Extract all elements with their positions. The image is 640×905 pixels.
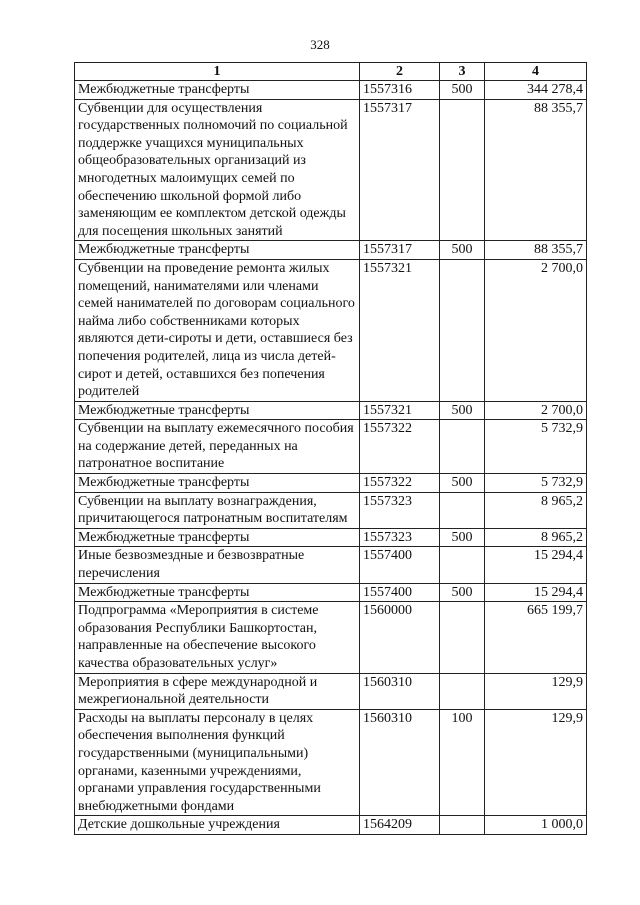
table-row: [75, 420, 587, 474]
row-code-cell: 1560000: [360, 602, 440, 673]
row-amount-cell: 2 700,0: [485, 259, 587, 401]
page-number: 328: [310, 37, 330, 52]
table-row: [75, 241, 587, 260]
row-name-cell: Субвенции на проведение ремонта жилых помещений, нанимателями или членами семей нанимателей по договорам социального найма либо собственниками которых являются дети-сироты и дети, оставшиеся без попечения родителей, лица из числа детей-сирот и детей, оставшихся без попечения родителей: [75, 259, 360, 401]
row-expense-type-cell: [440, 492, 485, 528]
row-amount-cell: 129,9: [485, 673, 587, 709]
row-amount-cell: 8 965,2: [485, 492, 587, 528]
table-row: [75, 673, 587, 709]
row-code-cell: 1557317: [360, 241, 440, 260]
header-row: [75, 63, 587, 81]
row-code-cell: 1557323: [360, 492, 440, 528]
row-amount-cell: 5 732,9: [485, 474, 587, 493]
row-name-cell: Иные безвозмездные и безвозвратные перечисления: [75, 547, 360, 583]
row-amount-cell: 665 199,7: [485, 602, 587, 673]
row-expense-type-cell: 500: [440, 583, 485, 602]
row-expense-type-cell: 100: [440, 709, 485, 816]
row-name-cell: Подпрограмма «Мероприятия в системе образования Республики Башкортостан, направленные на обеспечение высокого качества образовательных услуг»: [75, 602, 360, 673]
table-row: [75, 709, 587, 816]
row-name-cell: Межбюджетные трансферты: [75, 583, 360, 602]
row-code-cell: 1557316: [360, 81, 440, 100]
column-header-expense-type: 3: [440, 63, 485, 81]
row-expense-type-cell: [440, 816, 485, 835]
column-header-code: 2: [360, 63, 440, 81]
table-row: [75, 528, 587, 547]
row-name-cell: Субвенции на выплату ежемесячного пособия на содержание детей, переданных на патронатное воспитание: [75, 420, 360, 474]
row-expense-type-cell: 500: [440, 474, 485, 493]
row-name-cell: Субвенции для осуществления государственных полномочий по социальной поддержке учащихся муниципальных общеобразовательных организаций из многодетных малоимущих семей по обеспечению школьной формой либо заменяющим ее комплектом детской одежды для посещения школьных занятий: [75, 99, 360, 241]
row-code-cell: 1560310: [360, 673, 440, 709]
row-name-cell: Субвенции на выплату вознаграждения, причитающегося патронатным воспитателям: [75, 492, 360, 528]
table-row: [75, 474, 587, 493]
row-name-cell: Межбюджетные трансферты: [75, 81, 360, 100]
row-expense-type-cell: [440, 602, 485, 673]
row-expense-type-cell: [440, 259, 485, 401]
row-expense-type-cell: [440, 420, 485, 474]
table-row: [75, 401, 587, 420]
row-amount-cell: 15 294,4: [485, 547, 587, 583]
row-amount-cell: 344 278,4: [485, 81, 587, 100]
table-row: [75, 99, 587, 241]
column-header-name: 1: [75, 63, 360, 81]
table-row: [75, 81, 587, 100]
row-code-cell: 1557400: [360, 547, 440, 583]
row-code-cell: 1557322: [360, 474, 440, 493]
row-expense-type-cell: 500: [440, 81, 485, 100]
table-row: [75, 602, 587, 673]
row-amount-cell: 88 355,7: [485, 99, 587, 241]
row-amount-cell: 5 732,9: [485, 420, 587, 474]
budget-table: [74, 62, 587, 835]
row-name-cell: Межбюджетные трансферты: [75, 241, 360, 260]
row-name-cell: Детские дошкольные учреждения: [75, 816, 360, 835]
row-expense-type-cell: 500: [440, 241, 485, 260]
row-name-cell: Межбюджетные трансферты: [75, 474, 360, 493]
row-code-cell: 1557322: [360, 420, 440, 474]
row-code-cell: 1557321: [360, 259, 440, 401]
row-expense-type-cell: [440, 673, 485, 709]
row-amount-cell: 2 700,0: [485, 401, 587, 420]
row-amount-cell: 8 965,2: [485, 528, 587, 547]
table-row: [75, 583, 587, 602]
row-expense-type-cell: [440, 99, 485, 241]
row-name-cell: Мероприятия в сфере международной и межрегиональной деятельности: [75, 673, 360, 709]
row-code-cell: 1557323: [360, 528, 440, 547]
row-expense-type-cell: 500: [440, 528, 485, 547]
row-code-cell: 1557317: [360, 99, 440, 241]
column-header-amount: 4: [485, 63, 587, 81]
row-amount-cell: 1 000,0: [485, 816, 587, 835]
row-name-cell: Расходы на выплаты персоналу в целях обеспечения выполнения функций государственными (муниципальными) органами, казенными учреждениями, органами управления государственными внебюджетными фондами: [75, 709, 360, 816]
table-row: [75, 547, 587, 583]
row-amount-cell: 129,9: [485, 709, 587, 816]
row-amount-cell: 15 294,4: [485, 583, 587, 602]
row-name-cell: Межбюджетные трансферты: [75, 528, 360, 547]
row-code-cell: 1560310: [360, 709, 440, 816]
row-expense-type-cell: [440, 547, 485, 583]
row-code-cell: 1557321: [360, 401, 440, 420]
table-row: [75, 816, 587, 835]
row-amount-cell: 88 355,7: [485, 241, 587, 260]
table-row: [75, 259, 587, 401]
row-expense-type-cell: 500: [440, 401, 485, 420]
row-name-cell: Межбюджетные трансферты: [75, 401, 360, 420]
row-code-cell: 1557400: [360, 583, 440, 602]
row-code-cell: 1564209: [360, 816, 440, 835]
table-row: [75, 492, 587, 528]
